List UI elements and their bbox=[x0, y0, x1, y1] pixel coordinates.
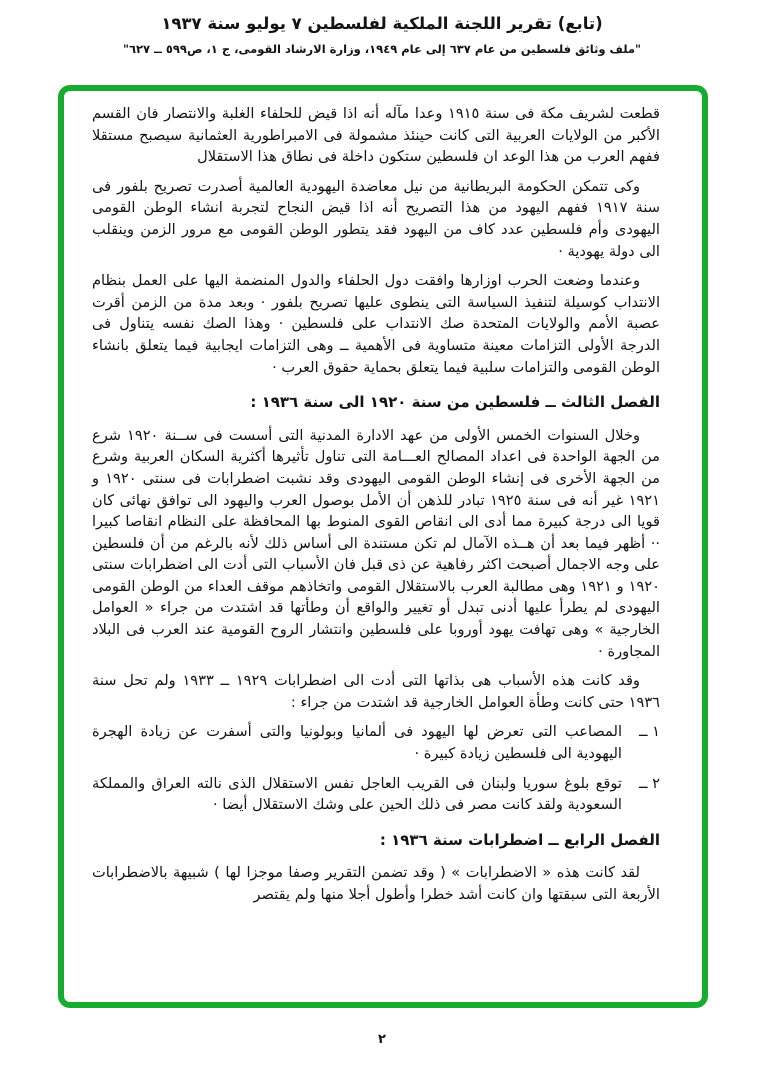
page-header-title: (تابع) تقرير اللجنة الملكية لفلسطين ٧ يوليو سنة ١٩٣٧ bbox=[161, 14, 603, 33]
page-header-source-citation: "ملف وثائق فلسطين من عام ٦٣٧ إلى عام ١٩٤٩، وزارة الارشاد القومى، ج ١، ص٥٩٩ ــ ٦٢٧" bbox=[122, 42, 642, 56]
list-item bbox=[92, 773, 660, 816]
paragraph-balfour-declaration: وكى تتمكن الحكومة البريطانية من نيل معاضدة اليهودية العالمية أصدرت تصريح بلفور فى سنة ١٩١٧ ففهم اليهود من هذا التصريح أنه اذا قيض النجاح لتجربة انشاء الوطن القومى اليهودى وأم فلسطين عدد كاف من اليهود فقد يتطور الوطن القومى مع مرور الزمن وينقلب الى دولة يهودية · bbox=[92, 177, 660, 260]
page-number: ٢ bbox=[378, 1032, 386, 1047]
green-border-frame bbox=[58, 85, 708, 1008]
paragraph-causes-intro: وقد كانت هذه الأسباب هى بذاتها التى أدت الى اضطرابات ١٩٢٩ ــ ١٩٣٣ ولم تحل سنة ١٩٣٦ حتى كانت وطأة العوامل الخارجية قد اشتدت من جراء : bbox=[92, 672, 660, 711]
list-item-number: ١ ــ bbox=[638, 723, 660, 741]
paragraph-continuation: قطعت لشريف مكة فى سنة ١٩١٥ وعدا مآله أنه اذا قيض للحلفاء الغلبة والانتصار فان القسم الأكبر من الولايات العربية التى كانت حينئذ مشمولة فى الامبراطورية العثمانية سيصبح مستقلا ففهم العرب من هذا الوعد ان فلسطين ستكون داخلة فى نطاق هذا الاستقلال bbox=[92, 105, 660, 166]
list-item-number: ٢ ــ bbox=[638, 774, 660, 792]
paragraph-disturbances-1936: لقد كانت هذه « الاضطرابات » ( وقد تضمن التقرير وصفا موجزا لها ) شبيهة بالاضطرابات الأربعة التى سبقتها وان كانت أشد خطرا وأطول أجلا منها ولم يقتصر bbox=[92, 864, 660, 903]
list-item-text: المصاعب التى تعرض لها اليهود فى ألمانيا وبولونيا والتى أسفرت عن زيادة الهجرة اليهودية الى فلسطين زيادة كبيرة · bbox=[92, 723, 622, 763]
paragraph-mandate: وعندما وضعت الحرب اوزارها وافقت دول الحلفاء والدول المنضمة اليها على العمل بنظام الانتداب كوسيلة لتنفيذ السياسة التى ينطوى عليها تصريح بلفور · وبعد مدة من الزمن أقرت عصبة الأمم والولايات المتحدة صك الانتداب على فلسطين · وهذا الصك نفسه يتناول فى الدرجة الأولى التزامات معينة متساوية فى الأهمية ــ وهى التزامات ايجابية فيما يتعلق بانشاء الوطن القومى والتزامات سلبية فيما يتعلق بحماية حقوق العرب · bbox=[92, 272, 660, 376]
paragraph-civil-administration: وخلال السنوات الخمس الأولى من عهد الادارة المدنية التى أسست فى ســنة ١٩٢٠ شرع من الجهة الواحدة فى اعداد المصالح العـــامة التى تناول تأثيرها أكثرية السكان العربية وشرع من الجهة الأخرى فى إنشاء الوطن القومى اليهودى وقد نشبت اضطرابات فى سنتى ١٩٢٠ و ١٩٢١ غير أنه فى سنة ١٩٢٥ تبادر للذهن أن الأمل بوصول العرب واليهود الى توافق نهائى كان قويا الى درجة كبيرة مما أدى الى انقاص القوى المنوط بها المحافظة على النظام انقاصا كبيرا ·· أظهر فيما بعد أن هــذه الآمال لم تكن مستندة الى أساس ذلك لأنه بالرغم من أن فلسطين على وجه الاجمال أصبحت اكثر رفاهية عن ذى قبل فان الأسباب التى أدت الى اضطرابات سنتى ١٩٢٠ و ١٩٢١ وهى مطالبة العرب بالاستقلال القومى واتخاذهم موقف العداء من الوطن القومى اليهودى لم يطرأ عليها أدنى تبدل أو تغيير والواقع أن وطأتها قد اشتدت من جراء « العوامل الخارجية » وهى تهافت يهود أوروبا على فلسطين وانتشار الروح القومية عند العرب فى البلاد المجاورة · bbox=[92, 426, 661, 660]
section-heading-chapter-four: الفصل الرابع ــ اضطرابات سنة ١٩٣٦ : bbox=[379, 830, 660, 849]
list-item bbox=[92, 721, 660, 764]
section-heading-chapter-three: الفصل الثالث ــ فلسطين من سنة ١٩٢٠ الى سنة ١٩٣٦ : bbox=[250, 393, 660, 412]
list-item-text: توقع بلوغ سوريا ولبنان فى القريب العاجل نفس الاستقلال الذى نالته العراق والمملكة السعودية ولقد كانت مصر فى ذلك الحين على وشك الاستقلال أيضا · bbox=[92, 774, 622, 814]
document-body bbox=[92, 103, 660, 906]
